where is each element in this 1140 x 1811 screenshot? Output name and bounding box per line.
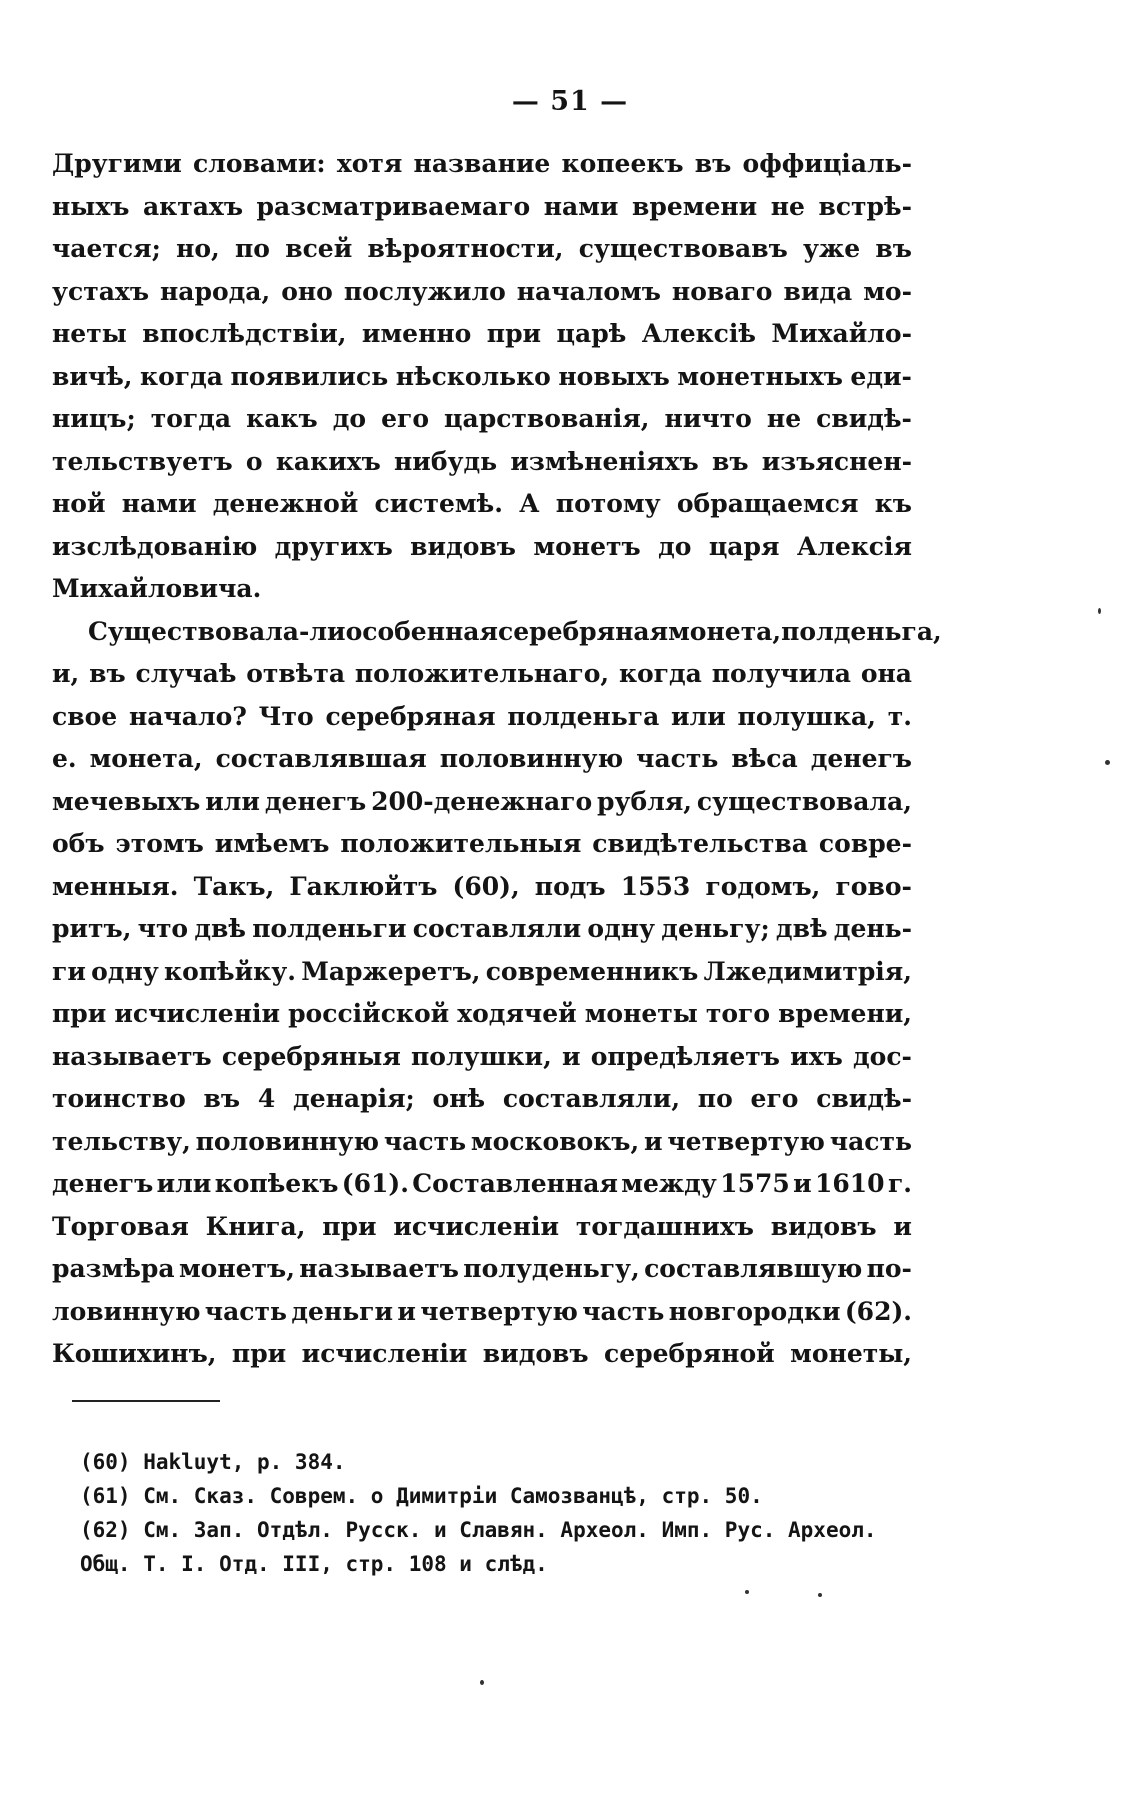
word: Существовала-ли	[88, 616, 346, 646]
word: не	[770, 191, 805, 221]
word: денарія;	[293, 1084, 415, 1113]
word: современникъ	[485, 956, 699, 986]
text-line	[52, 993, 912, 1036]
word: серебряная	[497, 616, 669, 646]
word: одну	[587, 914, 656, 943]
word: въ	[694, 149, 732, 178]
word: нами	[543, 191, 619, 221]
word: случаѣ	[135, 659, 237, 688]
word: актахъ	[142, 191, 243, 221]
word: монетъ	[533, 531, 641, 561]
word: полденьга,	[781, 616, 942, 646]
word: монета,	[668, 616, 782, 646]
word: тоинство	[52, 1084, 186, 1113]
word: тогдашнихъ	[575, 1211, 754, 1241]
word: царя	[708, 531, 780, 561]
word: при	[486, 319, 542, 348]
word: чается;	[52, 234, 161, 263]
word: нѣсколько	[395, 361, 551, 391]
word: копеекъ	[561, 149, 684, 178]
word: встрѣ-	[818, 191, 912, 221]
word: мечевыхъ	[52, 786, 201, 816]
word: полушка,	[737, 701, 876, 731]
word: новаго	[671, 276, 773, 306]
word: или	[205, 786, 260, 816]
word: того	[705, 999, 771, 1028]
scan-speck	[1098, 608, 1101, 614]
word: составляли,	[502, 1084, 681, 1113]
word: денегъ	[810, 744, 912, 773]
word: ничто	[664, 404, 752, 433]
word: монеты	[584, 999, 698, 1028]
word: (60),	[452, 871, 520, 901]
word: копѣйку.	[164, 956, 296, 986]
word: и,	[52, 659, 80, 688]
word: царѣ	[556, 319, 627, 348]
text-line	[52, 313, 912, 356]
word: ницъ;	[52, 404, 136, 433]
word: Алексіѣ	[641, 319, 756, 348]
text-line	[52, 951, 912, 994]
text-line	[52, 271, 912, 314]
word: А	[519, 489, 540, 518]
word: между	[621, 1169, 717, 1198]
text-line	[52, 143, 912, 186]
word: полуденьгу,	[463, 1254, 640, 1283]
word: потому	[555, 489, 661, 518]
word: дос-	[852, 1041, 912, 1071]
word: монета,	[89, 744, 203, 773]
word: Михайло-	[771, 319, 912, 348]
word: ной	[52, 489, 106, 518]
word: хотя	[336, 149, 403, 178]
word: при	[231, 1339, 287, 1368]
text-line: Михайловича.	[52, 574, 262, 603]
word: менныя.	[52, 871, 179, 901]
word: новгородки	[668, 1296, 841, 1326]
word: царствованія,	[444, 404, 650, 433]
word: что	[137, 914, 189, 943]
word: т.	[887, 701, 912, 731]
word: опредѣляетъ	[590, 1041, 780, 1071]
word: особенная	[345, 616, 498, 646]
word: серебряная	[325, 701, 496, 731]
word: до	[658, 531, 692, 561]
word: (62).	[844, 1296, 912, 1326]
word: и	[793, 1169, 812, 1198]
word: какъ	[246, 404, 318, 433]
word: четвертую	[667, 1126, 825, 1156]
word: онѣ	[432, 1084, 486, 1113]
word: часть	[383, 1126, 467, 1156]
word: вичѣ,	[52, 361, 133, 391]
body-text	[52, 143, 942, 1376]
text-line	[52, 611, 942, 654]
word: она	[860, 659, 912, 688]
text-line	[52, 1248, 912, 1291]
word: составлявшая	[215, 744, 427, 773]
word: при	[52, 999, 107, 1028]
word: часть	[582, 1296, 665, 1326]
word: ловинную	[52, 1296, 201, 1326]
word: вида	[783, 276, 853, 306]
word: въ	[203, 1084, 241, 1113]
word: и	[644, 1126, 663, 1156]
word: Торговая	[52, 1211, 189, 1241]
paragraph-1	[52, 143, 912, 611]
word: размѣра	[52, 1254, 175, 1283]
word: измѣненіяхъ	[510, 446, 699, 476]
text-line	[52, 1078, 912, 1121]
word: двѣ	[194, 914, 246, 943]
footnote-62: (62) См. Зап. Отдѣл. Русск. и Славян. Археол. Имп. Рус. Археол.	[80, 1518, 877, 1542]
word: россійской	[288, 999, 450, 1028]
text-line	[52, 1291, 912, 1334]
word: этомъ	[115, 829, 204, 858]
word: ныхъ	[52, 191, 130, 221]
word: по	[697, 1084, 733, 1113]
text-line	[52, 1333, 912, 1376]
word: получила	[711, 659, 851, 688]
word: видовъ	[410, 531, 516, 561]
word: нами	[121, 489, 197, 518]
word: серебряныя	[221, 1041, 401, 1071]
word: составлявшую	[644, 1254, 863, 1283]
word: денегъ	[264, 786, 367, 816]
word: исчисленіи	[301, 1339, 468, 1368]
text-line	[52, 228, 912, 271]
word: отвѣта	[246, 659, 346, 688]
word: годомъ,	[705, 871, 821, 901]
word: существовавъ	[578, 234, 788, 263]
word: въ	[875, 234, 912, 263]
word: деньгу;	[661, 914, 770, 943]
word: и	[561, 1041, 581, 1071]
word: свидѣ-	[816, 404, 912, 433]
word: денежной	[212, 489, 359, 518]
text-line	[52, 823, 912, 866]
word: 4	[257, 1084, 276, 1113]
scan-speck	[1105, 760, 1110, 765]
word: положительныя	[340, 829, 582, 858]
word: полденьги	[252, 914, 407, 943]
text-line	[52, 866, 912, 909]
word: разсматриваемаго	[256, 191, 531, 221]
text-line	[52, 1036, 912, 1079]
scan-speck	[480, 1680, 484, 1685]
word: о	[245, 446, 263, 476]
text-line	[52, 738, 912, 781]
word: при	[322, 1211, 377, 1241]
word: подъ	[534, 871, 606, 901]
word: не	[766, 404, 802, 433]
word: по-	[866, 1254, 912, 1283]
word: 1610	[815, 1169, 885, 1198]
paragraph-2	[52, 611, 942, 1376]
word: полушки,	[411, 1041, 552, 1071]
word: е.	[52, 744, 77, 773]
text-line	[52, 526, 912, 569]
word: московокъ,	[470, 1126, 640, 1156]
word: но,	[176, 234, 220, 263]
word: четвертую	[420, 1296, 578, 1326]
word: тогда	[150, 404, 232, 433]
word: ходячей	[457, 999, 577, 1028]
word: серебряной	[604, 1339, 775, 1368]
word: впослѣдствіи,	[142, 319, 347, 348]
word: вѣса	[731, 744, 798, 773]
word: существовала,	[696, 786, 912, 816]
word: изслѣдованію	[52, 531, 258, 561]
word: часть	[636, 744, 719, 773]
word: 1575	[720, 1169, 790, 1198]
word: день-	[833, 914, 912, 943]
word: его	[381, 404, 429, 433]
word: монетъ,	[178, 1254, 295, 1283]
word: когда	[618, 659, 702, 688]
word: Другими	[52, 149, 182, 178]
page-number: — 51 —	[511, 86, 629, 117]
word: какихъ	[275, 446, 381, 476]
word: къ	[874, 489, 912, 518]
word: гово-	[835, 871, 912, 901]
text-line	[52, 398, 912, 441]
word: часть	[204, 1296, 287, 1326]
word: положительнаго,	[354, 659, 610, 688]
word: нибудь	[393, 446, 498, 476]
footnote-61: (61) См. Сказ. Соврем. о Димитріи Самозванцѣ, стр. 50.	[80, 1484, 763, 1508]
word: свидѣ-	[816, 1084, 912, 1113]
word: называетъ	[299, 1254, 459, 1283]
word: до	[332, 404, 367, 433]
word: ихъ	[790, 1041, 843, 1071]
word: ритъ,	[52, 914, 132, 943]
text-line	[52, 1163, 912, 1206]
word: монетныхъ	[677, 361, 843, 391]
word: свидѣтельства	[592, 829, 808, 858]
word: вѣроятности,	[367, 234, 564, 263]
word: монеты,	[790, 1339, 912, 1368]
word: Маржеретъ,	[301, 956, 481, 986]
text-line	[52, 1206, 912, 1249]
word: исчисленіи	[114, 999, 281, 1028]
text-line	[52, 653, 912, 696]
word: еди-	[850, 361, 912, 391]
word: двѣ	[775, 914, 828, 943]
word: половинную	[439, 744, 624, 773]
word: Что	[258, 701, 314, 731]
text-line	[52, 356, 912, 399]
word: всей	[285, 234, 353, 263]
word: Такъ,	[193, 871, 275, 901]
word: послужило	[343, 276, 506, 306]
text-line	[52, 441, 912, 484]
word: видовъ	[482, 1339, 589, 1368]
footnote-62-continuation: Общ. Т. I. Отд. III, стр. 108 и слѣд.	[80, 1552, 548, 1576]
word: началомъ	[516, 276, 661, 306]
word: и	[397, 1296, 416, 1326]
word: денегъ	[52, 1169, 154, 1198]
word: или	[671, 701, 726, 731]
scan-speck	[818, 1593, 822, 1597]
word: начало?	[128, 701, 247, 731]
word: мо-	[863, 276, 912, 306]
word: свое	[52, 701, 118, 731]
word: его	[750, 1084, 799, 1113]
text-line	[52, 186, 912, 229]
word: времени,	[778, 999, 912, 1028]
word: системѣ.	[374, 489, 503, 518]
word: уже	[803, 234, 861, 263]
word: исчисленіи	[393, 1211, 560, 1241]
scan-speck	[745, 1590, 749, 1594]
word: совре-	[818, 829, 912, 858]
word: въ	[89, 659, 126, 688]
text-line	[52, 781, 912, 824]
word: одну	[91, 956, 159, 986]
word: Книга,	[205, 1211, 306, 1241]
word: другихъ	[274, 531, 393, 561]
text-line	[52, 908, 912, 951]
word: объ	[52, 829, 105, 858]
word: тельству,	[52, 1126, 191, 1156]
word: Гаклюйтъ	[289, 871, 438, 901]
footnotes	[80, 1445, 910, 1581]
word: Составленная	[412, 1169, 618, 1198]
text-line	[52, 696, 912, 739]
text-line	[52, 1121, 912, 1164]
word: въ	[711, 446, 749, 476]
word: Кошихинъ,	[52, 1339, 217, 1368]
word: (61).	[341, 1169, 409, 1198]
word: времени	[631, 191, 758, 221]
word: обращаемся	[676, 489, 859, 518]
word: именно	[361, 319, 472, 348]
word: г.	[887, 1169, 912, 1198]
word: словами:	[193, 149, 326, 178]
word: по	[234, 234, 270, 263]
word: оффиціаль-	[742, 149, 912, 178]
word: устахъ	[52, 276, 149, 306]
word: 1553	[620, 871, 691, 901]
word: называетъ	[52, 1041, 212, 1071]
word: имѣемъ	[214, 829, 330, 858]
word: ги	[52, 956, 86, 986]
word: 200-денежнаго	[371, 786, 593, 816]
footnote-divider	[72, 1400, 220, 1402]
word: деньги	[291, 1296, 394, 1326]
word: полденьга	[507, 701, 660, 731]
word: составляли	[412, 914, 582, 943]
word: копѣекъ	[214, 1169, 339, 1198]
word: половинную	[195, 1126, 380, 1156]
word: или	[156, 1169, 212, 1198]
word: оно	[281, 276, 333, 306]
word: изъяснен-	[761, 446, 912, 476]
word: видовъ	[770, 1211, 877, 1241]
word: тельствуетъ	[52, 446, 233, 476]
word: Лжедимитрія,	[703, 956, 912, 986]
word: когда	[140, 361, 223, 391]
word: и	[893, 1211, 912, 1241]
word: рубля,	[597, 786, 693, 816]
word: название	[413, 149, 551, 178]
word: часть	[829, 1126, 912, 1156]
text-line	[52, 483, 912, 526]
word: появились	[230, 361, 389, 391]
footnote-60: (60) Hakluyt, p. 384.	[80, 1450, 346, 1474]
word: неты	[52, 319, 127, 348]
word: Алексія	[796, 531, 912, 561]
word: новыхъ	[558, 361, 670, 391]
word: народа,	[159, 276, 271, 306]
